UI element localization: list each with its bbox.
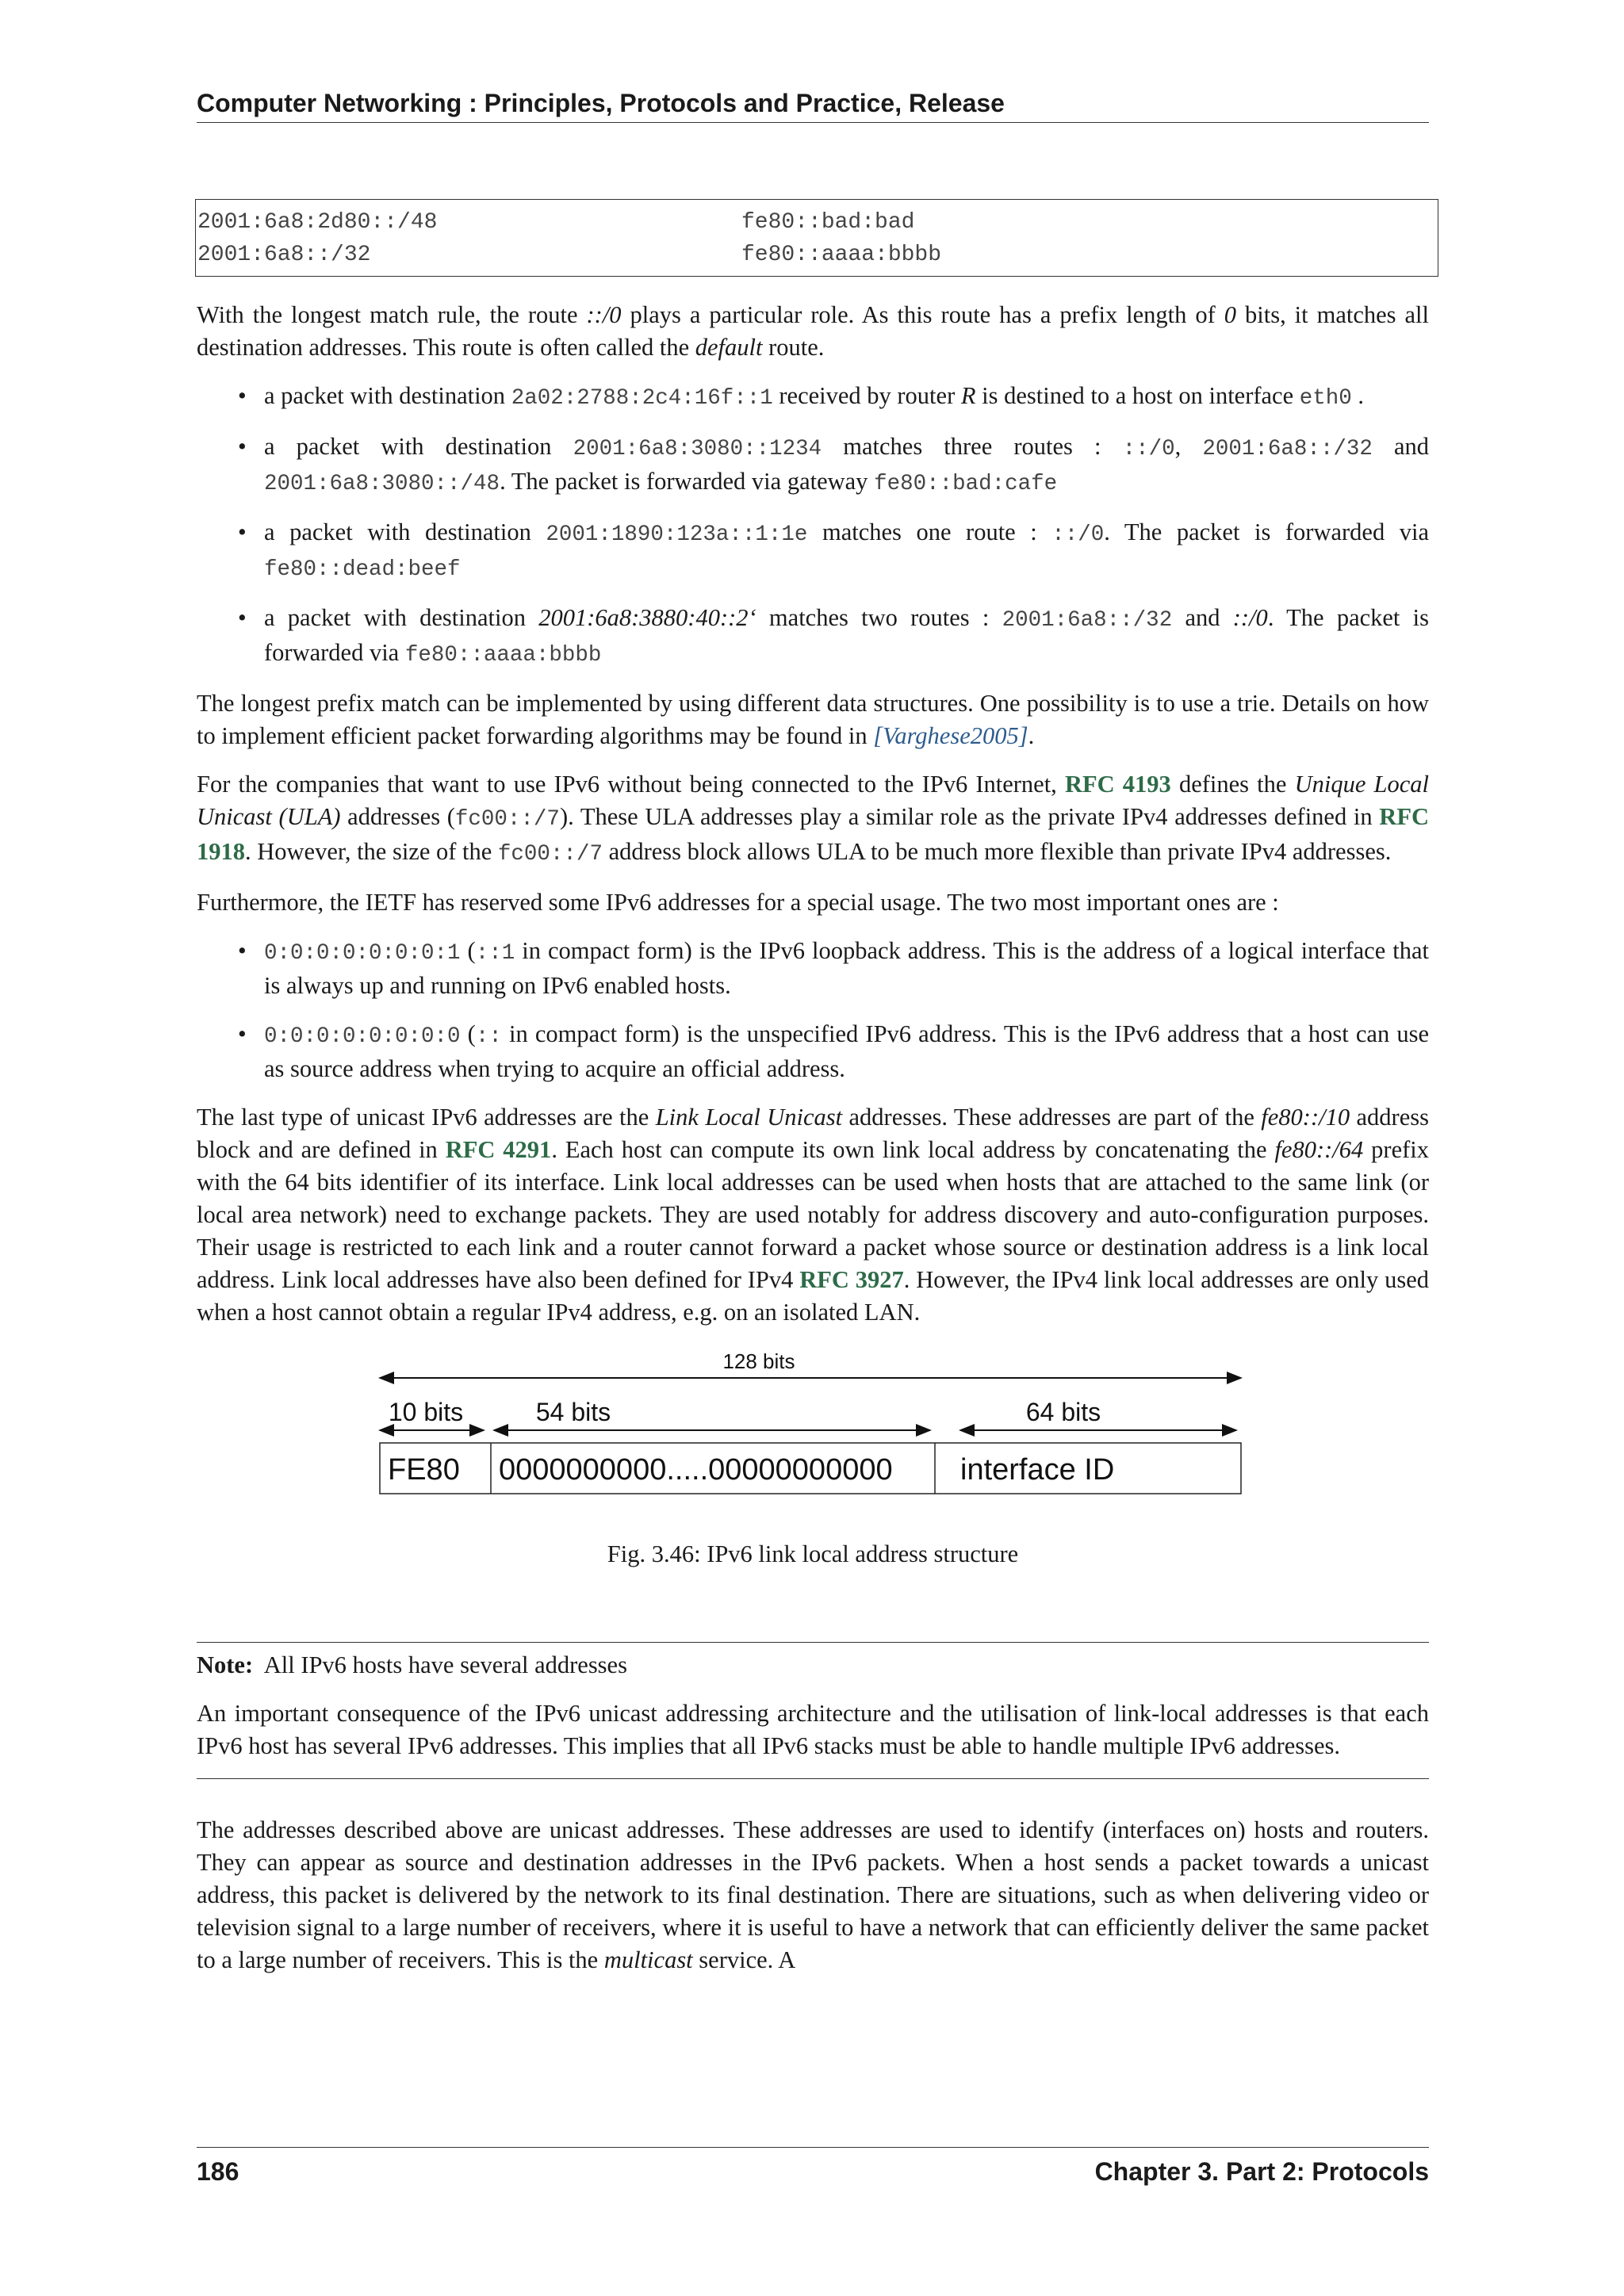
page-number: 186 — [197, 2157, 239, 2186]
list-item: • a packet with destination 2001:6a8:3080::1234 matches three routes : ::/0, 2001:6a8::/32 and 2001:6a8:3080::/48. The packet is forwarded via gateway fe80::bad:cafe — [197, 430, 1429, 500]
zero-length-label: 54 bits — [535, 1398, 611, 1426]
paragraph-special-addresses: Furthermore, the IETF has reserved some IPv6 addresses for a special usage. The two most important ones are : — [197, 889, 1279, 916]
zero-cell: 0000000000.....00000000000 — [499, 1453, 893, 1487]
citation-link-varghese2005[interactable]: [Varghese2005] — [873, 722, 1028, 749]
table-row — [196, 239, 1438, 271]
note-title: Note: All IPv6 hosts have several addresses — [197, 1651, 627, 1678]
paragraph-trie: The longest prefix match can be implemented by using different data structures. One possibility is to use a trie. Details on how to implement efficient packet forwarding algorithms may be found in [Varghese2005]. — [197, 690, 1429, 749]
address-structure-diagram — [375, 1345, 1247, 1503]
page-content — [197, 87, 1429, 1976]
total-length-label: 128 bits — [722, 1349, 795, 1373]
prefix-length-label: 10 bits — [388, 1398, 464, 1426]
interface-id-length-label: 64 bits — [1025, 1398, 1101, 1426]
chapter-title: Chapter 3. Part 2: Protocols — [1094, 2157, 1429, 2186]
forwarding-examples-list — [197, 380, 1429, 672]
figure-link-local-structure — [197, 1345, 1429, 1535]
list-item: • 0:0:0:0:0:0:0:1 (::1 in compact form) is the IPv6 loopback address. This is the address of a logical interface that is always up and running on IPv6 enabled hosts. — [197, 935, 1429, 1002]
figure-caption: Fig. 3.46: IPv6 link local address structure — [607, 1540, 1019, 1567]
rfc-link-4193[interactable]: RFC 4193 — [1064, 771, 1171, 798]
route-prefix: 2001:6a8::/32 — [197, 243, 371, 267]
rfc-link-1918[interactable]: RFC 1918 — [197, 803, 1429, 865]
prefix-cell: FE80 — [388, 1453, 460, 1487]
paragraph-link-local: The last type of unicast IPv6 addresses are the Link Local Unicast addresses. These addresses are part of the fe80::/10 address block and are defined in RFC 4291. Each host can compute its own link local address by concatenating the fe80::/64 prefix with the 64 bits identifier of its interface. Link local addresses can be used when hosts that are attached to the same link (or local area network) need to exchange packets. They are used notably for address discovery and auto-configuration purposes. Their usage is restricted to each link and a router cannot forward a packet whose source or destination address is a link local address. Link local addresses have also been defined for IPv4 RFC 3927. However, the IPv4 link local addresses are only used when a host cannot obtain a regular IPv4 address, e.g. on an isolated LAN. — [197, 1104, 1429, 1326]
route-nexthop: fe80::aaaa:bbbb — [741, 243, 942, 267]
note-body: An important consequence of the IPv6 unicast addressing architecture and the utilisation of link-local addresses is that each IPv6 host has several IPv6 addresses. This implies that all IPv6 stacks must be able to handle multiple IPv6 addresses. — [197, 1700, 1429, 1759]
list-item: • 0:0:0:0:0:0:0:0 (:: in compact form) is the unspecified IPv6 address. This is the IPv6 address that a host can use as source address when trying to acquire an official address. — [197, 1018, 1429, 1085]
page-footer — [197, 2147, 1429, 2187]
note-box — [197, 1642, 1429, 1779]
routing-table — [195, 199, 1438, 277]
rfc-link-4291[interactable]: RFC 4291 — [445, 1136, 552, 1163]
paragraph-default-route: With the longest match rule, the route ::/0 plays a particular role. As this route has a prefix length of 0 bits, it matches all destination addresses. This route is often called the default route. — [197, 301, 1430, 361]
special-addresses-list — [197, 935, 1429, 1085]
running-header: Computer Networking : Principles, Protocols and Practice, Release — [197, 87, 1429, 123]
list-item: • a packet with destination 2a02:2788:2c4:16f::1 received by router R is destined to a host on interface eth0 . — [197, 380, 1429, 415]
interface-id-cell: interface ID — [960, 1453, 1115, 1487]
list-item: • a packet with destination 2001:1890:123a::1:1e matches one route : ::/0. The packet is forwarded via fe80::dead:beef — [197, 516, 1429, 586]
list-item: • a packet with destination 2001:6a8:3880:40::2‘ matches two routes : 2001:6a8::/32 and ::/0. The packet is forwarded via fe80::aaaa:bbbb — [197, 602, 1429, 672]
rfc-link-3927[interactable]: RFC 3927 — [799, 1266, 904, 1293]
paragraph-multicast: The addresses described above are unicast addresses. These addresses are used to identify (interfaces on) hosts and routers. They can appear as source and destination addresses in the IPv6 packets. When a host sends a packet towards a unicast address, this packet is delivered by the network to its final destination. There are situations, such as when delivering video or television signal to a large number of receivers, where it is useful to have a network that can efficiently deliver the same packet to a large number of receivers. This is the multicast service. A — [197, 1816, 1429, 1973]
note-label: Note: — [197, 1651, 254, 1678]
route-nexthop: fe80::bad:bad — [741, 210, 915, 235]
route-prefix: 2001:6a8:2d80::/48 — [197, 210, 438, 235]
table-row — [196, 206, 1438, 239]
paragraph-ula: For the companies that want to use IPv6 without being connected to the IPv6 Internet, RFC 4193 defines the Unique Local Unicast (ULA) addresses (fc00::/7). These ULA addresses play a similar role as the private IPv4 addresses defined in RFC 1918. However, the size of the fc00::/7 address block allows ULA to be much more flexible than private IPv4 addresses. — [197, 771, 1430, 867]
